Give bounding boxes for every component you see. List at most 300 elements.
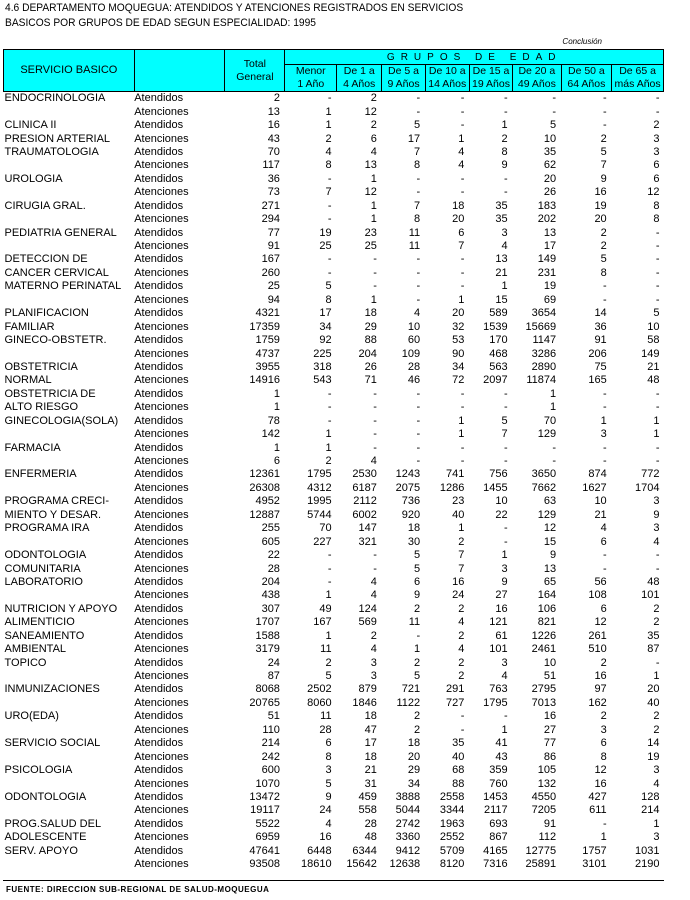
value-cell: 8: [653, 199, 660, 212]
value-cell: 4: [653, 535, 660, 548]
value-cell: -: [603, 92, 607, 105]
value-cell: -: [327, 199, 332, 212]
measure-type: Atendidos: [134, 334, 184, 347]
value-cell: -: [416, 92, 421, 105]
measure-type: Atenciones: [134, 562, 189, 575]
value-cell: 2: [325, 455, 332, 468]
value-cell: 1: [501, 119, 508, 132]
value-cell: 2: [370, 119, 377, 132]
value-cell: 6: [600, 535, 607, 548]
measure-type: Atenciones: [134, 213, 189, 226]
measure-type: Atendidos: [134, 119, 184, 132]
service-name: ALTO RIESGO: [4, 401, 79, 414]
value-cell: -: [416, 105, 421, 118]
value-cell: 32: [452, 320, 465, 333]
value-cell: 6: [273, 455, 280, 468]
table-row: [4, 750, 664, 763]
value-cell: 60: [407, 334, 421, 347]
value-cell: 28: [364, 817, 377, 830]
value-cell: 14: [647, 737, 660, 750]
value-cell: -: [552, 455, 557, 468]
header-age-group-line: 14 Años: [428, 78, 467, 90]
value-cell: 129: [537, 508, 557, 521]
table-row: [4, 818, 664, 831]
table-row: [4, 415, 664, 428]
value-cell: -: [503, 535, 508, 548]
value-cell: 8: [325, 159, 332, 172]
header-age-group: [612, 65, 664, 92]
value-cell: 12: [364, 186, 377, 199]
value-cell: -: [655, 656, 660, 669]
value-cell: -: [460, 401, 465, 414]
value-cell: 4: [653, 777, 660, 790]
table-row: [4, 697, 664, 710]
value-cell: -: [603, 549, 607, 562]
value-cell: 359: [489, 764, 508, 777]
value-cell: 48: [364, 831, 377, 844]
service-name: [4, 240, 135, 253]
value-cell: 6: [600, 737, 607, 750]
value-cell: 11: [408, 240, 421, 253]
value-cell: 6: [414, 575, 421, 588]
value-cell: 920: [401, 508, 421, 521]
value-cell: 1: [273, 387, 280, 400]
value-cell: -: [416, 172, 421, 185]
value-cell: 16: [319, 831, 332, 844]
table-row: [4, 159, 664, 172]
service-name: CIRUGIA GRAL.: [4, 199, 86, 212]
value-cell: 9: [501, 159, 508, 172]
value-cell: 88: [364, 334, 377, 347]
value-cell: 77: [543, 737, 557, 750]
value-cell: 5744: [307, 508, 332, 521]
value-cell: 4: [370, 145, 377, 158]
value-cell: 70: [319, 522, 332, 535]
value-cell: 28: [407, 360, 421, 373]
value-cell: 8: [600, 750, 607, 763]
service-name: [4, 428, 135, 441]
value-cell: 867: [489, 831, 508, 844]
value-cell: 2: [458, 670, 465, 683]
value-cell: 13: [267, 105, 280, 118]
value-cell: 206: [588, 347, 607, 360]
value-cell: -: [603, 280, 607, 293]
value-cell: 1539: [483, 320, 508, 333]
measure-type: Atenciones: [134, 186, 189, 199]
value-cell: 7: [458, 549, 465, 562]
value-cell: 17359: [249, 320, 280, 333]
value-cell: 78: [267, 414, 280, 427]
value-cell: -: [655, 549, 660, 562]
value-cell: 91: [267, 240, 280, 253]
value-cell: 9: [414, 589, 421, 602]
value-cell: 12887: [249, 508, 280, 521]
value-cell: 1: [600, 414, 607, 427]
value-cell: 121: [489, 616, 508, 629]
value-cell: 6448: [307, 844, 332, 857]
title-line-1: 4.6 DEPARTAMENTO MOQUEGUA: ATENDIDOS Y ATENCIONES REGISTRADOS EN SERVICIOS: [5, 2, 464, 14]
value-cell: -: [460, 172, 465, 185]
service-name: FARMACIA: [4, 441, 61, 454]
value-cell: 6187: [352, 481, 377, 494]
value-cell: 147: [358, 522, 377, 535]
value-cell: 3: [653, 831, 660, 844]
value-cell: 255: [261, 522, 280, 535]
value-cell: 8120: [439, 858, 465, 871]
value-cell: 558: [358, 804, 377, 817]
service-name: PLANIFICACION: [4, 307, 89, 320]
value-cell: 26: [543, 186, 557, 199]
value-cell: -: [503, 710, 508, 723]
table-row: [4, 710, 664, 723]
table-row: [4, 280, 664, 293]
value-cell: -: [552, 92, 557, 105]
value-cell: 6: [653, 172, 660, 185]
measure-type: Atenciones: [134, 804, 189, 817]
value-cell: 62: [543, 159, 557, 172]
value-cell: 9412: [395, 844, 421, 857]
value-cell: 11: [408, 226, 421, 239]
value-cell: -: [603, 119, 607, 132]
measure-type: Atendidos: [134, 683, 184, 696]
value-cell: 28: [319, 723, 332, 736]
value-cell: -: [503, 441, 508, 454]
value-cell: 2461: [531, 643, 557, 656]
value-cell: 16: [594, 186, 607, 199]
value-cell: 51: [543, 670, 557, 683]
value-cell: 87: [647, 643, 660, 656]
value-cell: 7: [501, 428, 508, 441]
header-age-group-line: De 1 a: [343, 65, 375, 77]
header-age-group-line: 49 Años: [517, 78, 556, 90]
value-cell: 43: [267, 132, 280, 145]
value-cell: 6: [600, 602, 607, 615]
value-cell: 4: [370, 455, 377, 468]
value-cell: -: [327, 549, 332, 562]
value-cell: 4: [501, 240, 508, 253]
table-row: [4, 831, 664, 844]
value-cell: 5: [549, 119, 557, 132]
value-cell: 1147: [532, 334, 557, 347]
value-cell: -: [460, 710, 465, 723]
service-name: [4, 777, 135, 790]
value-cell: 4: [458, 159, 465, 172]
header-age-group-line: 9 Años: [387, 78, 420, 90]
value-cell: 27: [495, 589, 508, 602]
service-name: OBSTETRICIA: [4, 360, 78, 373]
service-name: [4, 858, 135, 871]
value-cell: 129: [537, 428, 557, 441]
value-cell: 6: [458, 226, 465, 239]
value-cell: 736: [401, 495, 421, 508]
value-cell: 2117: [483, 804, 508, 817]
value-cell: 204: [358, 347, 377, 360]
value-cell: 2: [414, 656, 421, 669]
value-cell: 12: [543, 522, 557, 535]
value-cell: 9: [600, 172, 607, 185]
value-cell: 87: [267, 670, 280, 683]
value-cell: -: [460, 723, 465, 736]
value-cell: 2795: [531, 683, 557, 696]
value-cell: 24: [452, 589, 465, 602]
value-cell: -: [327, 92, 332, 105]
value-cell: 9: [653, 508, 660, 521]
value-cell: 227: [313, 535, 332, 548]
service-name: [4, 670, 135, 683]
value-cell: -: [503, 92, 508, 105]
value-cell: 5: [325, 777, 332, 790]
service-name: [4, 750, 135, 763]
value-cell: 4312: [307, 481, 332, 494]
value-cell: -: [460, 266, 465, 279]
value-cell: -: [503, 522, 508, 535]
table-row: [4, 858, 664, 871]
value-cell: 17: [319, 307, 332, 320]
value-cell: 7013: [531, 696, 557, 709]
value-cell: -: [603, 105, 607, 118]
measure-type: Atendidos: [134, 172, 184, 185]
value-cell: -: [327, 387, 332, 400]
value-cell: 17: [407, 132, 421, 145]
measure-type: Atendidos: [134, 656, 184, 669]
value-cell: 149: [537, 253, 557, 266]
value-cell: 260: [261, 266, 280, 279]
measure-type: Atendidos: [134, 495, 184, 508]
value-cell: 543: [313, 374, 332, 387]
header-age-group-line: De 50 a: [568, 65, 605, 77]
value-cell: 7: [458, 562, 465, 575]
value-cell: 7: [325, 186, 332, 199]
value-cell: 1: [325, 119, 332, 132]
value-cell: 1795: [307, 468, 332, 481]
value-cell: 26: [364, 360, 377, 373]
header-age-group-line: 1 Año: [297, 78, 325, 90]
value-cell: 13: [364, 159, 377, 172]
value-cell: 5044: [395, 804, 421, 817]
table-row: [4, 522, 664, 535]
value-cell: 2530: [352, 468, 377, 481]
measure-type: Atenciones: [134, 428, 189, 441]
value-cell: 6: [653, 159, 660, 172]
value-cell: 4: [414, 307, 421, 320]
table-row: [4, 495, 664, 508]
value-cell: 25891: [525, 858, 557, 871]
value-cell: 7316: [483, 858, 508, 871]
value-cell: -: [373, 280, 377, 293]
value-cell: 821: [537, 616, 557, 629]
value-cell: 874: [588, 468, 607, 481]
value-cell: 5: [414, 119, 421, 132]
value-cell: 72: [452, 374, 465, 387]
table-row: [4, 670, 664, 683]
value-cell: -: [460, 253, 465, 266]
value-cell: 36: [594, 320, 607, 333]
value-cell: 4737: [255, 347, 280, 360]
value-cell: 8068: [255, 683, 280, 696]
value-cell: 21: [364, 764, 377, 777]
value-cell: 1: [370, 199, 377, 212]
value-cell: -: [503, 186, 508, 199]
value-cell: 26308: [249, 481, 280, 494]
value-cell: 1: [370, 172, 377, 185]
value-cell: 21: [594, 508, 607, 521]
value-cell: 2: [370, 92, 377, 105]
value-cell: 2: [600, 132, 607, 145]
value-cell: 165: [588, 374, 607, 387]
value-cell: 48: [647, 374, 660, 387]
value-cell: 40: [452, 750, 465, 763]
value-cell: 5: [501, 414, 508, 427]
value-cell: 8: [653, 213, 660, 226]
value-cell: 11: [320, 710, 332, 723]
value-cell: 4: [458, 616, 465, 629]
value-cell: 43: [495, 750, 508, 763]
value-cell: 16: [594, 670, 607, 683]
value-cell: 5: [414, 549, 421, 562]
value-cell: 18: [452, 199, 465, 212]
header-age-group: [337, 65, 382, 92]
value-cell: 40: [647, 696, 660, 709]
value-cell: 1: [458, 132, 465, 145]
measure-type: Atenciones: [134, 401, 189, 414]
table-row: [4, 455, 664, 468]
value-cell: 2: [653, 723, 660, 736]
value-cell: 10: [407, 320, 421, 333]
measure-type: Atendidos: [134, 387, 184, 400]
value-cell: 167: [261, 253, 280, 266]
value-cell: -: [655, 226, 660, 239]
value-cell: 30: [407, 535, 421, 548]
value-cell: -: [655, 441, 660, 454]
value-cell: 18: [407, 522, 421, 535]
value-cell: 8: [414, 159, 421, 172]
value-cell: 92: [319, 334, 332, 347]
source-note: FUENTE: DIRECCION SUB-REGIONAL DE SALUD-MOQUEGUA: [6, 885, 270, 894]
service-name: SERV. APOYO: [4, 844, 78, 857]
value-cell: 16: [452, 575, 465, 588]
value-cell: 1: [370, 213, 377, 226]
table-row: [4, 146, 664, 159]
value-cell: -: [327, 401, 332, 414]
value-cell: 214: [261, 737, 280, 750]
value-cell: 2558: [439, 790, 465, 803]
measure-type: Atendidos: [134, 602, 184, 615]
title-line-2: BASICOS POR GRUPOS DE EDAD SEGUN ESPECIALIDAD: 1995: [5, 17, 316, 29]
service-name: [4, 535, 135, 548]
measure-type: Atenciones: [134, 777, 189, 790]
service-name: [4, 589, 135, 602]
value-cell: 108: [588, 589, 607, 602]
service-name: SANEAMIENTO: [4, 629, 85, 642]
value-cell: 61: [495, 629, 508, 642]
measure-type: Atenciones: [134, 132, 189, 145]
value-cell: 25: [267, 280, 280, 293]
service-name: PROG.SALUD DEL: [4, 817, 102, 830]
measure-type: Atenciones: [134, 616, 189, 629]
value-cell: 605: [261, 535, 280, 548]
value-cell: 2112: [353, 495, 377, 508]
value-cell: 3179: [255, 643, 280, 656]
value-cell: 10: [495, 495, 508, 508]
table-row: [4, 105, 664, 118]
header-age-group: [382, 65, 425, 92]
value-cell: 21: [647, 360, 660, 373]
value-cell: -: [416, 441, 421, 454]
service-name: ENFERMERIA: [4, 468, 77, 481]
measure-type: Atenciones: [134, 723, 189, 736]
service-name: AMBIENTAL: [4, 643, 67, 656]
value-cell: 132: [537, 777, 557, 790]
value-cell: 1031: [635, 844, 660, 857]
value-cell: 23: [452, 495, 465, 508]
value-cell: 1: [653, 428, 660, 441]
value-cell: 16: [543, 710, 557, 723]
measure-type: Atenciones: [134, 374, 189, 387]
value-cell: 35: [647, 629, 660, 642]
value-cell: 2: [414, 602, 421, 615]
table-row: [4, 213, 664, 226]
value-cell: 2890: [531, 360, 557, 373]
value-cell: 611: [589, 804, 607, 817]
value-cell: 2: [414, 723, 421, 736]
service-name: NORMAL: [4, 374, 52, 387]
value-cell: 53: [452, 334, 465, 347]
value-cell: 5: [600, 145, 607, 158]
table-row: [4, 267, 664, 280]
value-cell: 11: [408, 616, 421, 629]
value-cell: 24: [319, 804, 332, 817]
value-cell: 12: [594, 616, 607, 629]
service-name: [4, 159, 135, 172]
service-name: [4, 455, 135, 468]
value-cell: 34: [407, 777, 421, 790]
measure-type: Atendidos: [134, 710, 184, 723]
value-cell: 16: [267, 119, 280, 132]
value-cell: 5: [325, 670, 332, 683]
value-cell: -: [503, 172, 508, 185]
value-cell: 40: [452, 508, 465, 521]
table-row: [4, 468, 664, 481]
value-cell: -: [503, 455, 508, 468]
value-cell: -: [327, 575, 332, 588]
value-cell: 13: [495, 253, 508, 266]
value-cell: -: [655, 387, 660, 400]
table-row: [4, 737, 664, 750]
value-cell: 19: [647, 750, 660, 763]
value-cell: 563: [489, 360, 508, 373]
value-cell: 8: [414, 213, 421, 226]
value-cell: 6344: [352, 844, 377, 857]
value-cell: 1: [653, 817, 660, 830]
value-cell: 1455: [483, 481, 508, 494]
header-total-line1: Total: [243, 57, 266, 70]
value-cell: 3888: [395, 790, 421, 803]
value-cell: -: [373, 266, 377, 279]
value-cell: 69: [543, 293, 557, 306]
value-cell: 5: [414, 562, 421, 575]
value-cell: 1757: [582, 844, 607, 857]
table-body: [4, 92, 664, 872]
header-age-group-line: De 65 a: [619, 65, 656, 77]
value-cell: 2502: [307, 683, 332, 696]
measure-type: Atendidos: [134, 441, 184, 454]
value-cell: 202: [537, 213, 557, 226]
table-row: [4, 509, 664, 522]
value-cell: 7: [458, 240, 465, 253]
table-row: [4, 643, 664, 656]
measure-type: Atenciones: [134, 293, 189, 306]
service-name: ENDOCRINOLOGIA: [4, 92, 106, 105]
